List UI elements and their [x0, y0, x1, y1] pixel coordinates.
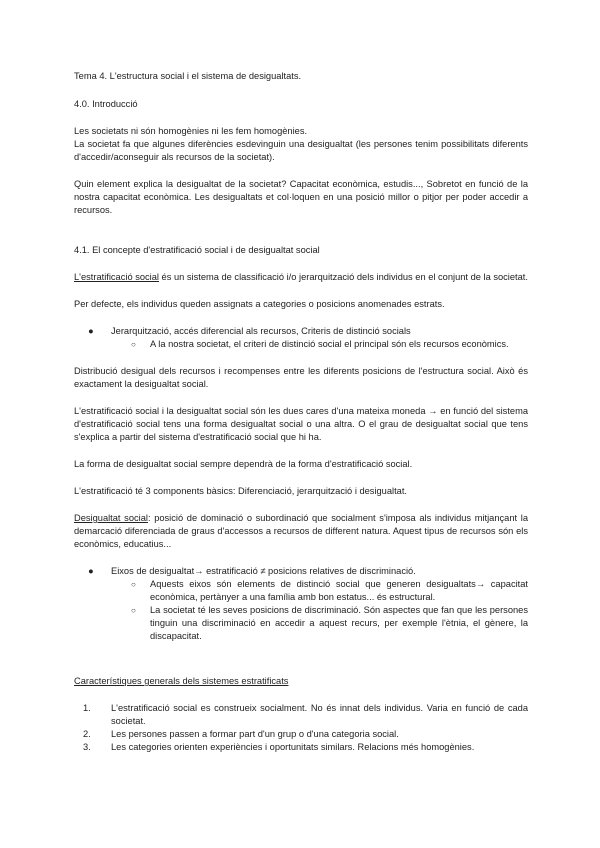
intro-line-2: La societat fa que algunes diferències esdevinguin una desigualtat (les persones tenim possibilitats diferents d'accedir/aconseguir als recursos de la societat).: [74, 139, 528, 162]
bullet-circle-icon: ○: [131, 606, 136, 615]
intro-paragraph-2: Quin element explica la desigualtat de la societat? Capacitat econòmica, estudis..., Sobretot en funció de la nostra capacitat econòmica. Les desigualtats et col·loquen en una posició millor o pitjor per poder accedir a recursos.: [74, 179, 528, 215]
list-item: ○ Aquests eixos són elements de distinció social que generen desigualtats→ capacitat econòmica, pertànyer a una família amb bon estatus... és estructural.: [131, 579, 528, 602]
term-stratification: L'estratificació social: [74, 272, 159, 282]
list-item: ● Jerarquització, accés diferencial als recursos, Criteris de distinció socials: [88, 326, 411, 336]
intro-paragraph-1: [74, 125, 528, 164]
paragraph-three-components: L'estratificació té 3 components bàsics: Diferenciació, jerarquització i desigualtat.: [74, 486, 408, 496]
list-item: 3. Les categories orienten experiències i oportunitats similars. Relacions més homogènies.: [83, 742, 475, 752]
definition-stratification: [74, 271, 528, 284]
section-heading-stratification: 4.1. El concepte d'estratificació social i de desigualtat social: [74, 245, 320, 255]
bullet-list-axes: [74, 565, 528, 643]
list-item: 1. L'estratificació social es construeix socialment. No és innat dels individus. Varia en funció de cada societat.: [83, 703, 528, 726]
list-item: ○ A la nostra societat, el criteri de distinció social el principal són els recursos econòmics.: [131, 339, 509, 349]
list-number: 3.: [83, 742, 91, 752]
intro-line-1: Les societats ni són homogènies ni les fem homogènies.: [74, 126, 308, 136]
list-item: ○ La societat té les seves posicions de discriminació. Són aspectes que fan que les persones tinguin una discriminació en accedir a aquest recurs, per exemple l'ètnia, el gènere, la discapacitat.: [131, 605, 528, 641]
paragraph-unequal-distribution: Distribució desigual dels recursos i recompenses entre les diferents posicions de l'estructura social. Això és exactament la desigualtat social.: [74, 366, 528, 389]
paragraph-two-faces: L'estratificació social i la desigualtat social són les dues cares d'una mateixa moneda → en funció del sistema d'estratificació social tens una forma desigualtat social o una altra. O el grau de desigualtat social que tens s'explica a partir del sistema d'estratificació social que hi ha.: [74, 406, 528, 442]
paragraph-inequality-form: La forma de desigualtat social sempre dependrà de la forma d'estratificació social.: [74, 459, 413, 469]
definition-social-inequality: [74, 512, 528, 551]
paragraph-default-strata: Per defecte, els individus queden assignats a categories o posicions anomenades estrats.: [74, 299, 445, 309]
bullet-circle-icon: ○: [131, 340, 136, 349]
definition-stratification-text: és un sistema de classificació i/o jerarquització dels individus en el conjunt de la societat.: [158, 272, 528, 282]
list-item: 2. Les persones passen a formar part d'un grup o d'una categoria social.: [83, 729, 399, 739]
bullet-dot-icon: ●: [88, 566, 94, 576]
bullet-dot-icon: ●: [88, 326, 94, 336]
list-number: 1.: [83, 703, 91, 713]
section-heading-introduction: 4.0. Introducció: [74, 99, 138, 109]
definition-social-inequality-text: : posició de dominació o subordinació que socialment s'imposa als individus mitjançant la demarcació diferenciada de graus d'accessos a recursos de different natura. Aquest tipus de recursos són els econòmics, educatius...: [74, 513, 528, 549]
numbered-list-characteristics: [74, 702, 528, 754]
section-heading-characteristics: Característiques generals dels sistemes estratificats: [74, 676, 289, 686]
document-title: Tema 4. L'estructura social i el sistema de desigualtats.: [74, 71, 302, 81]
bullet-circle-icon: ○: [131, 580, 136, 589]
term-social-inequality: Desigualtat social: [74, 513, 148, 523]
list-number: 2.: [83, 729, 91, 739]
bullet-list-hierarchy: [74, 325, 528, 351]
list-item: ● Eixos de desigualtat→ estratificació ≠ posicions relatives de discriminació.: [88, 566, 416, 576]
